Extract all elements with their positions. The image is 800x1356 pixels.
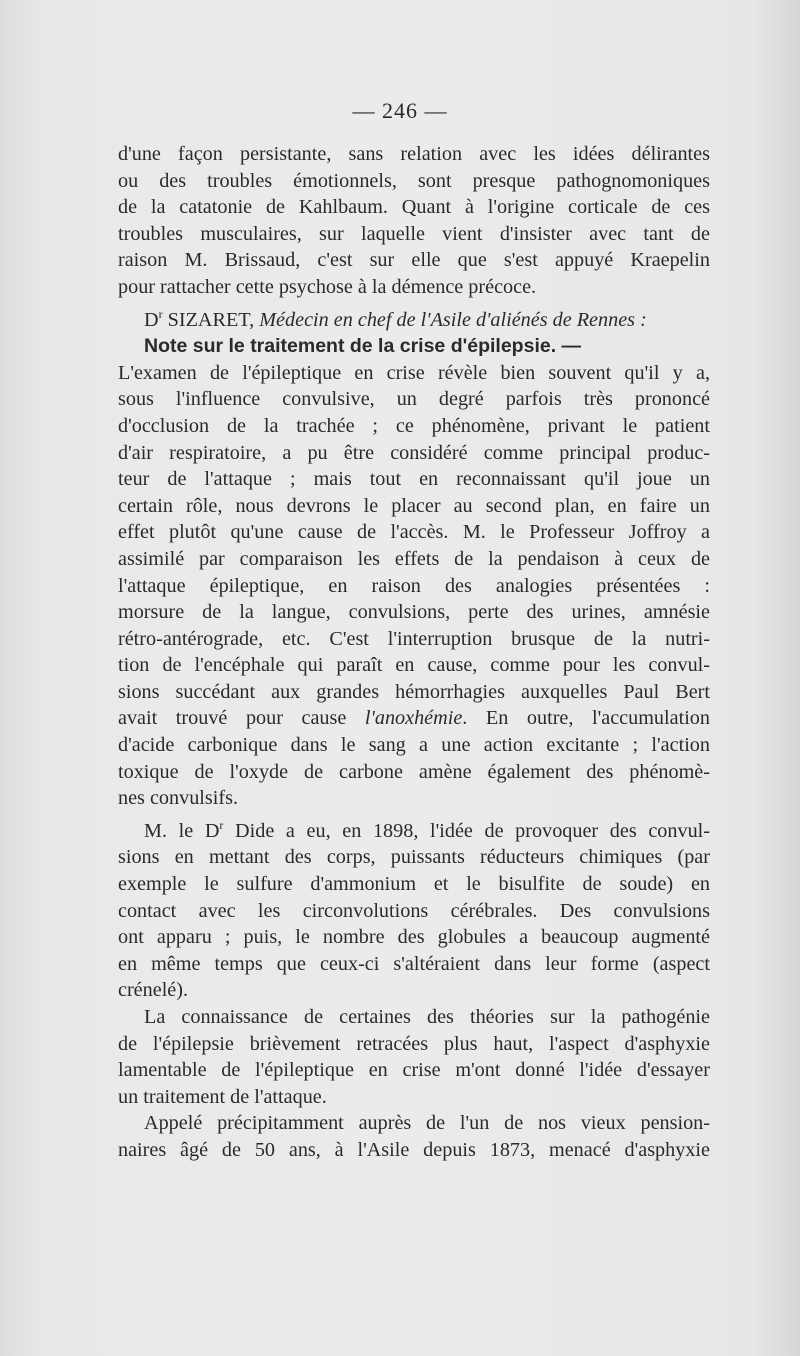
text-line: en même temps que ceux-ci s'altéraient dans leur forme (aspect [118, 952, 710, 975]
text-line: d'air respiratoire, a pu être considéré comme principal produc- [118, 441, 710, 464]
note-title: Note sur le traitement de la crise d'épilepsie. — [144, 335, 582, 358]
text-line: sions succédant aux grandes hémorrhagies auxquelles Paul Bert [118, 680, 710, 703]
text-line: M. le $D^r$ Dide a eu, en 1898, l'idée de provoquer des convul- [144, 817, 710, 842]
text-line: pour rattacher cette psychose à la démence précoce. [118, 275, 537, 298]
text-line: de l'épilepsie brièvement retracées plus haut, l'aspect d'asphyxie [118, 1032, 710, 1055]
text-line: nes convulsifs. [118, 787, 238, 810]
text-line: L'examen de l'épileptique en crise révèle bien souvent qu'il y a, [118, 361, 710, 384]
text-line: de la catatonie de Kahlbaum. Quant à l'origine corticale de ces [118, 196, 710, 219]
text-line: effet plutôt qu'une cause de l'accès. M. le Professeur Joffroy a [118, 521, 710, 544]
text-line: ou des troubles émotionnels, sont presque pathognomoniques [118, 169, 710, 192]
text-line: lamentable de l'épileptique en crise m'ont donné l'idée d'essayer [118, 1059, 710, 1082]
text-line: rétro-antérograde, etc. C'est l'interruption brusque de la nutri- [118, 627, 710, 650]
text-line: morsure de la langue, convulsions, perte des urines, amnésie [118, 601, 710, 624]
text-line: teur de l'attaque ; mais tout en reconnaissant qu'il joue un [118, 468, 710, 491]
text-line: toxique de l'oxyde de carbone amène également des phénomè- [118, 760, 710, 783]
body-text [118, 141, 710, 1164]
author-prefix: D [144, 308, 159, 331]
paragraph-4 [118, 1004, 710, 1110]
italic-term: l'anoxhémie [364, 707, 463, 730]
text-line: d'une façon persistante, sans relation avec les idées délirantes [118, 143, 710, 165]
paragraph-1 [118, 141, 710, 301]
paragraph-3 [118, 812, 710, 1004]
text-line: d'occlusion de la trachée ; ce phénomène, privant le patient [118, 414, 710, 437]
paragraph-2 [118, 333, 710, 812]
text-line: un traitement de l'attaque. [118, 1085, 327, 1108]
text-line: La connaissance de certaines des théories sur la pathogénie [144, 1006, 710, 1028]
text-line: assimilé par comparaison les effets de la pendaison à ceux de [118, 547, 710, 570]
text-line: Appelé précipitamment auprès de l'un de nos vieux pension- [144, 1112, 710, 1135]
text-line: avait trouvé pour cause l'anoxhémie. En outre, l'accumulation [118, 707, 710, 730]
text-line: l'attaque épileptique, en raison des analogies présentées : [118, 574, 710, 597]
author-prefix-sup: r [158, 306, 163, 321]
text-line: d'acide carbonique dans le sang a une action excitante ; l'action [118, 734, 710, 757]
author-title: Médecin en chef de l'Asile d'aliénés de Rennes : [259, 308, 647, 331]
text-line: ont apparu ; puis, le nombre des globules a beaucoup augmenté [118, 926, 710, 949]
text-line: sous l'influence convulsive, un degré parfois très prononcé [118, 388, 710, 411]
author-heading [118, 301, 710, 334]
text-line: troubles musculaires, sur laquelle vient d'insister avec tant de [118, 222, 710, 245]
paragraph-5 [118, 1110, 710, 1163]
text-line: crénelé). [118, 979, 189, 1002]
text-line: tion de l'encéphale qui paraît en cause, comme pour les convul- [118, 654, 710, 677]
text-line: naires âgé de 50 ans, à l'Asile depuis 1873, menacé d'asphyxie [118, 1138, 710, 1161]
text-line: raison M. Brissaud, c'est sur elle que s'est appuyé Kraepelin [118, 249, 710, 272]
text-line: exemple le sulfure d'ammonium et le bisulfite de soude) en [118, 873, 710, 896]
author-name: SIZARET, [167, 308, 255, 331]
page-number: — 246 — [352, 98, 448, 123]
text-line: certain rôle, nous devrons le placer au second plan, en faire un [118, 494, 710, 517]
text-line: contact avec les circonvolutions cérébrales. Des convulsions [118, 899, 710, 922]
text-line: sions en mettant des corps, puissants réducteurs chimiques (par [118, 846, 710, 869]
